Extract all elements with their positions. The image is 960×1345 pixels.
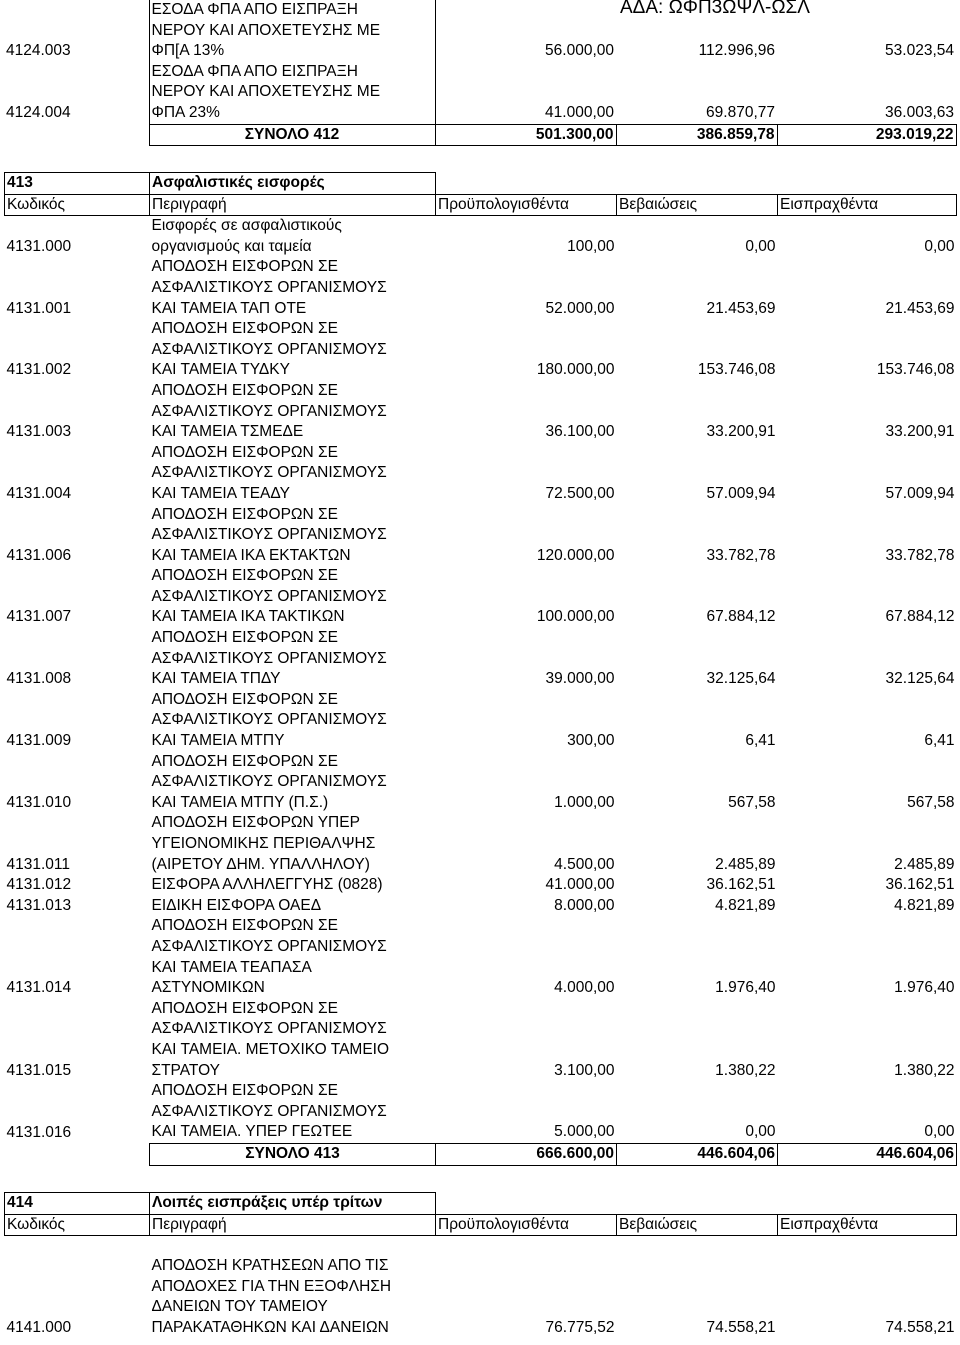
row-assessed: 112.996,96: [698, 42, 775, 60]
row-code: 4124.004: [6, 104, 71, 122]
row-collected: 33.200,91: [885, 423, 955, 441]
row-collected: 36.003,63: [885, 103, 954, 121]
column-header-row: [5, 194, 957, 216]
row-budget: 4.500,00: [554, 855, 615, 873]
row-collected: 21.453,69: [885, 299, 955, 317]
row-collected: 2.485,89: [894, 855, 955, 873]
row-description: ΑΠΟΔΟΣΗ ΕΙΣΦΟΡΩΝ ΣΕ ΑΣΦΑΛΙΣΤΙΚΟΥΣ ΟΡΓΑΝΙΣΜΟΥΣ ΚΑΙ ΤΑΜΕΙΑ ΤΥΔΚΥ: [151, 320, 387, 379]
row-description: ΕΣΟΔΑ ΦΠΑ ΑΠΟ ΕΙΣΠΡΑΞΗ ΝΕΡΟΥ ΚΑΙ ΑΠΟΧΕΤΕΥΣΗΣ ΜΕ ΦΠΑ 23%: [149, 62, 435, 124]
row-code: 4131.014: [6, 979, 72, 997]
row-assessed: 32.125,64: [706, 670, 776, 688]
row-assessed: 1.976,40: [715, 979, 776, 997]
total-collected: 293.019,22: [777, 124, 956, 146]
table-row: [5, 628, 957, 690]
table-row: [5, 1081, 957, 1143]
row-budget: 8.000,00: [554, 896, 615, 914]
col-header-collected: Εισπραχθέντα: [778, 194, 957, 216]
table-row: [5, 875, 957, 896]
row-collected: 0,00: [924, 237, 955, 255]
column-header-row: [5, 1214, 957, 1236]
col-header-collected: Εισπραχθέντα: [778, 1214, 957, 1236]
row-budget: 4.000,00: [554, 979, 615, 997]
col-header-desc: Περιγραφή: [150, 194, 436, 216]
row-code: 4124.003: [6, 42, 71, 60]
row-description: ΕΙΣΦΟΡΑ ΑΛΛΗΛΕΓΓΥΗΣ (0828): [151, 876, 383, 894]
table-row: [5, 999, 957, 1081]
row-budget: 39.000,00: [545, 670, 615, 688]
row-budget: 3.100,00: [554, 1061, 615, 1079]
section-code: 414: [5, 1193, 150, 1215]
col-header-assessed: Βεβαιώσεις: [617, 194, 778, 216]
row-description: ΑΠΟΔΟΣΗ ΕΙΣΦΟΡΩΝ ΥΠΕΡ ΥΓΕΙΟΝΟΜΙΚΗΣ ΠΕΡΙΘΑΛΨΗΣ (ΑΙΡΕΤΟΥ ΔΗΜ. ΥΠΑΛΛΗΛΟΥ): [151, 814, 376, 873]
table-row: [5, 813, 957, 875]
row-description: ΑΠΟΔΟΣΗ ΕΙΣΦΟΡΩΝ ΣΕ ΑΣΦΑΛΙΣΤΙΚΟΥΣ ΟΡΓΑΝΙΣΜΟΥΣ ΚΑΙ ΤΑΜΕΙΑ ΙΚΑ ΕΚΤΑΚΤΩΝ: [151, 505, 387, 564]
table-section-414: [4, 1192, 957, 1339]
row-description: ΑΠΟΔΟΣΗ ΕΙΣΦΟΡΩΝ ΣΕ ΑΣΦΑΛΙΣΤΙΚΟΥΣ ΟΡΓΑΝΙΣΜΟΥΣ ΚΑΙ ΤΑΜΕΙΑ ΤΕΑΠΑΣΑ ΑΣΤΥΝΟΜΙΚΩΝ: [151, 917, 387, 997]
table-row: [5, 1256, 957, 1338]
row-assessed: 74.558,21: [706, 1318, 776, 1336]
row-description: ΑΠΟΔΟΣΗ ΕΙΣΦΟΡΩΝ ΣΕ ΑΣΦΑΛΙΣΤΙΚΟΥΣ ΟΡΓΑΝΙΣΜΟΥΣ ΚΑΙ ΤΑΜΕΙΑ ΜΤΠΥ (Π.Σ.): [151, 752, 387, 811]
row-assessed: 0,00: [745, 1123, 776, 1141]
row-assessed: 153.746,08: [697, 361, 776, 379]
col-header-assessed: Βεβαιώσεις: [617, 1214, 778, 1236]
row-budget: 180.000,00: [536, 361, 615, 379]
total-assessed: 446.604,06: [617, 1143, 778, 1165]
row-collected: 53.023,54: [885, 42, 954, 60]
row-code: 4131.000: [6, 237, 72, 255]
table-row: [5, 752, 957, 814]
table-row: [5, 443, 957, 505]
row-collected: 36.162,51: [885, 876, 955, 894]
row-description: ΑΠΟΔΟΣΗ ΕΙΣΦΟΡΩΝ ΣΕ ΑΣΦΑΛΙΣΤΙΚΟΥΣ ΟΡΓΑΝΙΣΜΟΥΣ ΚΑΙ ΤΑΜΕΙΑ. ΥΠΕΡ ΓΕΩΤΕΕ: [151, 1082, 387, 1141]
row-budget: 41.000,00: [545, 876, 615, 894]
row-budget: 76.775,52: [545, 1318, 615, 1336]
table-row: [4, 62, 956, 124]
row-budget: 36.100,00: [545, 423, 615, 441]
row-collected: 74.558,21: [885, 1318, 955, 1336]
row-code: 4131.016: [6, 1123, 72, 1141]
total-assessed: 386.859,78: [616, 124, 777, 146]
row-description: ΑΠΟΔΟΣΗ ΕΙΣΦΟΡΩΝ ΣΕ ΑΣΦΑΛΙΣΤΙΚΟΥΣ ΟΡΓΑΝΙΣΜΟΥΣ ΚΑΙ ΤΑΜΕΙΑ ΤΣΜΕΔΕ: [151, 381, 387, 441]
row-code: 4131.007: [6, 608, 72, 626]
row-code: 4131.015: [6, 1061, 72, 1079]
row-budget: 120.000,00: [536, 546, 615, 564]
row-collected: 57.009,94: [885, 484, 955, 502]
table-row: [5, 896, 957, 917]
row-description: ΕΙΔΙΚΗ ΕΙΣΦΟΡΑ ΟΑΕΔ: [151, 896, 322, 914]
row-code: 4131.008: [6, 670, 72, 688]
row-assessed: 33.200,91: [706, 423, 776, 441]
row-code: 4131.009: [6, 732, 72, 750]
row-budget: 72.500,00: [545, 484, 615, 502]
row-collected: 1.380,22: [894, 1061, 955, 1079]
row-description: ΑΠΟΔΟΣΗ ΕΙΣΦΟΡΩΝ ΣΕ ΑΣΦΑΛΙΣΤΙΚΟΥΣ ΟΡΓΑΝΙΣΜΟΥΣ ΚΑΙ ΤΑΜΕΙΑ ΤΑΠ ΟΤΕ: [151, 258, 387, 317]
row-collected: 67.884,12: [885, 608, 955, 626]
row-code: 4131.011: [6, 855, 70, 873]
table-row: [5, 319, 957, 381]
row-code: 4131.004: [6, 484, 72, 502]
section-header-row: [5, 173, 957, 195]
row-collected: 1.976,40: [894, 979, 955, 997]
row-budget: 5.000,00: [554, 1123, 615, 1141]
row-collected: 4.821,89: [894, 896, 955, 914]
table-row: [5, 216, 957, 258]
total-row: [5, 1143, 957, 1165]
row-description: ΑΠΟΔΟΣΗ ΕΙΣΦΟΡΩΝ ΣΕ ΑΣΦΑΛΙΣΤΙΚΟΥΣ ΟΡΓΑΝΙΣΜΟΥΣ ΚΑΙ ΤΑΜΕΙΑ ΙΚΑ ΤΑΚΤΙΚΩΝ: [151, 567, 387, 626]
table-row: [5, 257, 957, 319]
col-header-code: Κωδικός: [5, 1214, 150, 1236]
row-collected: 0,00: [924, 1123, 955, 1141]
row-assessed: 567,58: [728, 793, 776, 811]
row-code: 4141.000: [6, 1318, 72, 1336]
row-code: 4131.006: [6, 546, 72, 564]
row-collected: 33.782,78: [885, 546, 955, 564]
col-header-budget: Προϋπολογισθέντα: [436, 1214, 617, 1236]
row-budget: 52.000,00: [545, 299, 615, 317]
total-row: [4, 124, 956, 146]
row-budget: 100,00: [567, 237, 615, 255]
row-assessed: 21.453,69: [706, 299, 776, 317]
row-budget: 100.000,00: [536, 608, 615, 626]
row-assessed: 36.162,51: [706, 876, 776, 894]
section-code: 413: [5, 173, 150, 195]
table-412-tail: [4, 0, 957, 146]
table-row: [5, 916, 957, 998]
total-label: ΣΥΝΟΛΟ 412: [149, 124, 435, 146]
row-assessed: 6,41: [745, 732, 776, 750]
row-description: ΑΠΟΔΟΣΗ ΕΙΣΦΟΡΩΝ ΣΕ ΑΣΦΑΛΙΣΤΙΚΟΥΣ ΟΡΓΑΝΙΣΜΟΥΣ ΚΑΙ ΤΑΜΕΙΑ. ΜΕΤΟΧΙΚΟ ΤΑΜΕΙΟ ΣΤΡΑΤΟΥ: [151, 999, 390, 1079]
row-description: ΕΣΟΔΑ ΦΠΑ ΑΠΟ ΕΙΣΠΡΑΞΗ ΝΕΡΟΥ ΚΑΙ ΑΠΟΧΕΤΕΥΣΗΣ ΜΕ ΦΠ[Α 13%: [149, 0, 435, 62]
total-label: ΣΥΝΟΛΟ 413: [150, 1143, 436, 1165]
table-row: [5, 381, 957, 443]
col-header-budget: Προϋπολογισθέντα: [436, 194, 617, 216]
col-header-desc: Περιγραφή: [150, 1214, 436, 1236]
row-code: 4131.013: [6, 896, 72, 914]
row-budget: 41.000,00: [545, 103, 614, 121]
row-description: Εισφορές σε ασφαλιστικούς οργανισμούς και ταμεία: [151, 217, 342, 255]
table-section-413: [4, 172, 957, 1166]
row-description: ΑΠΟΔΟΣΗ ΕΙΣΦΟΡΩΝ ΣΕ ΑΣΦΑΛΙΣΤΙΚΟΥΣ ΟΡΓΑΝΙΣΜΟΥΣ ΚΑΙ ΤΑΜΕΙΑ ΤΠΔΥ: [151, 629, 387, 688]
row-budget: 300,00: [567, 732, 615, 750]
row-collected: 32.125,64: [885, 670, 955, 688]
total-budget: 666.600,00: [436, 1143, 617, 1165]
col-header-code: Κωδικός: [5, 194, 150, 216]
row-budget: 56.000,00: [545, 42, 614, 60]
table-row: [4, 0, 956, 62]
row-code: 4131.003: [6, 423, 72, 441]
row-assessed: 0,00: [745, 237, 776, 255]
table-row: [5, 690, 957, 752]
section-header-row: [5, 1193, 957, 1215]
row-assessed: 4.821,89: [715, 896, 776, 914]
row-assessed: 1.380,22: [715, 1061, 776, 1079]
row-assessed: 33.782,78: [706, 546, 776, 564]
section-title: Λοιπές εισπράξεις υπέρ τρίτων: [150, 1193, 436, 1215]
row-budget: 1.000,00: [554, 793, 615, 811]
ada-watermark: ΑΔΑ: ΩΦΠ3ΩΨΛ-ΩΣΛ: [620, 0, 810, 18]
row-assessed: 69.870,77: [706, 103, 775, 121]
row-collected: 153.746,08: [876, 361, 955, 379]
total-budget: 501.300,00: [435, 124, 616, 146]
row-code: 4131.010: [6, 793, 72, 811]
row-description: ΑΠΟΔΟΣΗ ΕΙΣΦΟΡΩΝ ΣΕ ΑΣΦΑΛΙΣΤΙΚΟΥΣ ΟΡΓΑΝΙΣΜΟΥΣ ΚΑΙ ΤΑΜΕΙΑ ΜΤΠΥ: [151, 690, 387, 750]
table-row: [5, 505, 957, 567]
section-title: Ασφαλιστικές εισφορές: [150, 173, 436, 195]
row-code: 4131.001: [6, 299, 72, 317]
row-description: ΑΠΟΔΟΣΗ ΚΡΑΤΗΣΕΩΝ ΑΠΟ ΤΙΣ ΑΠΟΔΟΧΕΣ ΓΙΑ ΤΗΝ ΕΞΟΦΛΗΣΗ ΔΑΝΕΙΩΝ ΤΟΥ ΤΑΜΕΙΟΥ ΠΑΡΑΚΑΤΑΘΗΚΩΝ ΚΑΙ ΔΑΝΕΙΩΝ: [151, 1257, 392, 1336]
row-assessed: 2.485,89: [715, 855, 776, 873]
row-description: ΑΠΟΔΟΣΗ ΕΙΣΦΟΡΩΝ ΣΕ ΑΣΦΑΛΙΣΤΙΚΟΥΣ ΟΡΓΑΝΙΣΜΟΥΣ ΚΑΙ ΤΑΜΕΙΑ ΤΕΑΔΥ: [151, 443, 387, 502]
row-assessed: 67.884,12: [706, 608, 776, 626]
row-assessed: 57.009,94: [706, 484, 776, 502]
row-code: 4131.002: [6, 361, 72, 379]
table-row: [5, 566, 957, 628]
total-collected: 446.604,06: [778, 1143, 957, 1165]
row-code: 4131.012: [6, 876, 72, 894]
row-collected: 567,58: [907, 793, 955, 811]
row-collected: 6,41: [924, 732, 955, 750]
